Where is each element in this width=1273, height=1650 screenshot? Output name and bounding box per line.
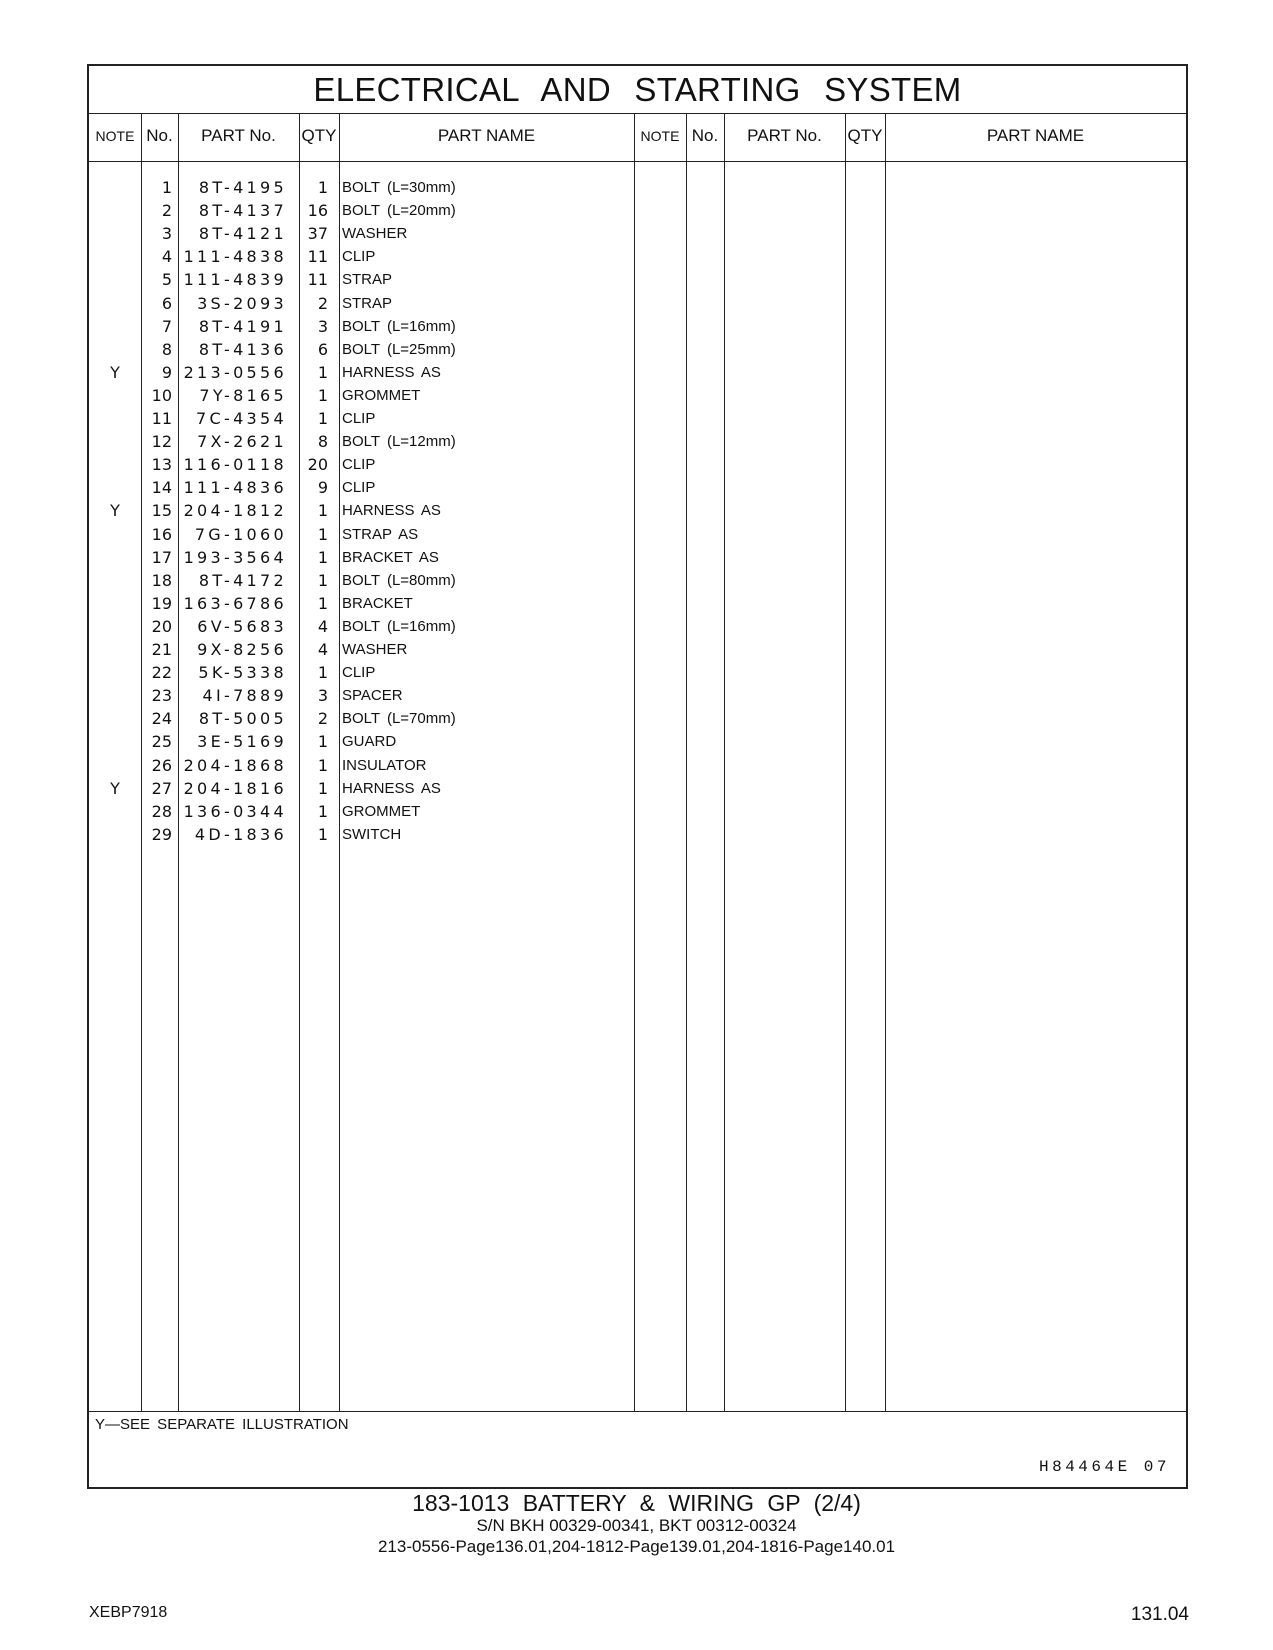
header-note-right: NOTE (640, 128, 680, 144)
row-note (89, 199, 141, 222)
row-part-name: BOLT (L=12mm) (342, 433, 456, 451)
row-item-number: 24 (151, 709, 172, 729)
row-item-number: 5 (161, 270, 172, 290)
row-item-number: 3 (161, 224, 172, 244)
row-item-number: 17 (151, 547, 172, 567)
row-quantity: 1 (317, 385, 328, 405)
header-part-no-right: PART No. (747, 126, 822, 145)
row-note (89, 222, 141, 245)
row-note: Y (110, 778, 120, 798)
row-part-name: SPACER (342, 687, 403, 705)
table-row (89, 245, 1186, 268)
row-note (89, 245, 141, 268)
row-item-number: 26 (151, 755, 172, 775)
row-quantity: 2 (317, 709, 328, 729)
footnote: Y―SEE SEPARATE ILLUSTRATION (95, 1416, 349, 1433)
row-quantity: 11 (307, 247, 328, 267)
row-item-number: 25 (151, 732, 172, 752)
row-quantity: 6 (317, 339, 328, 359)
row-part-name: CLIP (342, 664, 376, 682)
row-part-name: BRACKET AS (342, 548, 439, 566)
row-part-name: HARNESS AS (342, 363, 441, 381)
header-part-name-left: PART NAME (437, 126, 536, 145)
row-part-number: 116-0118 (183, 455, 287, 475)
illustration-reference-code: H84464E 07 (1038, 1458, 1170, 1476)
row-note (89, 592, 141, 615)
table-row (89, 176, 1186, 199)
row-quantity: 1 (317, 547, 328, 567)
row-part-number: 193-3564 (183, 547, 287, 567)
header-qty-right: QTY (847, 126, 883, 145)
document-id: XEBP7918 (89, 1604, 168, 1621)
row-part-name: BOLT (L=80mm) (342, 571, 456, 589)
row-note (89, 384, 141, 407)
row-part-number: 5K-5338 (198, 663, 287, 683)
row-item-number: 15 (151, 501, 172, 521)
row-note (89, 615, 141, 638)
row-note (89, 569, 141, 592)
row-quantity: 1 (317, 570, 328, 590)
row-quantity: 1 (317, 178, 328, 197)
row-part-name: GUARD (342, 733, 397, 751)
table-row (89, 546, 1186, 569)
row-item-number: 28 (151, 801, 172, 821)
row-part-number: 7X-2621 (197, 432, 287, 452)
row-note (89, 430, 141, 453)
row-item-number: 2 (161, 201, 172, 221)
table-header (89, 114, 1186, 162)
row-part-name: BRACKET (342, 594, 413, 612)
row-note (89, 315, 141, 338)
row-note (89, 730, 141, 753)
row-part-name: GROMMET (342, 386, 421, 404)
table-row (89, 338, 1186, 361)
row-part-name: HARNESS AS (342, 779, 441, 797)
row-note: Y (110, 362, 120, 382)
table-row (89, 499, 1186, 522)
row-note (89, 453, 141, 476)
row-part-number: 111-4836 (183, 478, 287, 498)
table-row (89, 523, 1186, 546)
row-quantity: 8 (317, 432, 328, 452)
row-note (89, 823, 141, 846)
row-item-number: 29 (151, 824, 172, 844)
parts-table-frame (87, 64, 1188, 1489)
row-part-number: 8T-4191 (198, 316, 287, 336)
row-part-number: 7G-1060 (194, 524, 287, 544)
table-row (89, 361, 1186, 384)
row-item-number: 20 (151, 616, 172, 636)
row-part-name: BOLT (L=20mm) (342, 202, 456, 220)
row-item-number: 27 (151, 778, 172, 798)
row-part-number: 9X-8256 (197, 640, 287, 659)
row-item-number: 16 (151, 524, 172, 544)
group-caption: 183-1013 BATTERY & WIRING GP (2/4) (412, 1490, 861, 1516)
row-quantity: 1 (317, 801, 328, 821)
row-part-name: CLIP (342, 479, 376, 497)
row-item-number: 6 (161, 293, 172, 313)
row-note (89, 523, 141, 546)
row-quantity: 1 (317, 524, 328, 544)
row-part-number: 8T-4172 (198, 570, 287, 590)
row-quantity: 1 (317, 593, 328, 613)
row-quantity: 3 (317, 316, 328, 336)
row-quantity: 9 (317, 478, 328, 498)
row-item-number: 14 (151, 478, 172, 498)
row-quantity: 1 (317, 755, 328, 775)
row-item-number: 13 (151, 455, 172, 475)
parts-list (89, 162, 1186, 1413)
row-part-name: BOLT (L=16mm) (342, 317, 456, 335)
row-part-number: 7C-4354 (196, 409, 287, 428)
row-item-number: 23 (151, 686, 172, 706)
row-item-number: 7 (161, 316, 172, 336)
row-part-number: 7Y-8165 (199, 385, 287, 405)
row-note (89, 476, 141, 499)
row-quantity: 1 (317, 824, 328, 844)
row-note (89, 176, 141, 199)
table-row (89, 730, 1186, 753)
row-part-number: 163-6786 (183, 593, 287, 613)
row-part-number: 204-1812 (183, 501, 287, 521)
row-part-number: 136-0344 (183, 801, 287, 821)
row-quantity: 4 (317, 616, 328, 636)
row-part-name: HARNESS AS (342, 502, 441, 520)
table-row (89, 199, 1186, 222)
row-item-number: 21 (151, 640, 172, 659)
row-note (89, 546, 141, 569)
row-part-number: 8T-5005 (198, 709, 287, 729)
row-part-name: BOLT (L=70mm) (342, 710, 456, 728)
page-title: ELECTRICAL AND STARTING SYSTEM (89, 66, 1186, 114)
row-note (89, 292, 141, 315)
row-item-number: 19 (151, 593, 172, 613)
row-note: Y (110, 501, 120, 521)
row-part-name: STRAP AS (342, 525, 419, 543)
row-part-name: CLIP (342, 456, 376, 474)
table-row (89, 292, 1186, 315)
header-part-no-left: PART No. (201, 126, 276, 145)
row-part-name: CLIP (342, 410, 376, 427)
row-quantity: 1 (317, 409, 328, 428)
table-row (89, 407, 1186, 430)
header-qty-left: QTY (301, 126, 337, 145)
row-note (89, 638, 141, 661)
table-row (89, 430, 1186, 453)
page-references: 213-0556-Page136.01,204-1812-Page139.01,204-1816-Page140.01 (377, 1537, 896, 1556)
table-row (89, 638, 1186, 661)
row-item-number: 9 (161, 362, 172, 382)
row-quantity: 20 (307, 455, 328, 475)
table-row (89, 684, 1186, 707)
table-row (89, 453, 1186, 476)
row-item-number: 22 (151, 663, 172, 683)
row-note (89, 684, 141, 707)
row-item-number: 10 (151, 385, 172, 405)
page-number: 131.04 (1130, 1604, 1189, 1625)
table-row (89, 823, 1186, 846)
table-row (89, 661, 1186, 684)
row-item-number: 11 (151, 409, 172, 428)
table-row (89, 569, 1186, 592)
row-quantity: 1 (317, 663, 328, 683)
table-row (89, 268, 1186, 291)
header-no-right: No. (691, 126, 719, 145)
row-part-number: 8T-4136 (198, 339, 287, 359)
row-quantity: 3 (317, 686, 328, 706)
table-row (89, 222, 1186, 245)
header-note-left: NOTE (95, 128, 135, 144)
table-row (89, 754, 1186, 777)
row-quantity: 11 (307, 270, 328, 290)
row-part-number: 4D-1836 (194, 824, 287, 844)
row-part-name: INSULATOR (342, 756, 427, 774)
table-row (89, 315, 1186, 338)
row-note (89, 407, 141, 430)
row-quantity: 4 (317, 640, 328, 659)
row-part-name: CLIP (342, 248, 376, 266)
row-part-name: WASHER (342, 641, 408, 658)
row-part-name: BOLT (L=25mm) (342, 340, 456, 358)
row-quantity: 1 (317, 778, 328, 798)
row-part-number: 8T-4195 (198, 178, 287, 197)
row-item-number: 8 (161, 339, 172, 359)
row-part-number: 204-1816 (183, 778, 287, 798)
row-item-number: 4 (161, 247, 172, 267)
row-part-number: 204-1868 (183, 755, 287, 775)
row-note (89, 707, 141, 730)
row-part-number: 3S-2093 (197, 293, 287, 313)
serial-range: S/N BKH 00329-00341, BKT 00312-00324 (476, 1516, 797, 1535)
row-part-number: 213-0556 (183, 362, 287, 382)
row-part-number: 111-4838 (183, 247, 287, 267)
row-quantity: 1 (317, 501, 328, 521)
row-part-name: STRAP (342, 271, 393, 289)
row-note (89, 661, 141, 684)
row-part-number: 4I-7889 (202, 686, 287, 706)
row-part-name: SWITCH (342, 825, 402, 843)
row-part-number: 111-4839 (183, 270, 287, 290)
row-part-name: BOLT (L=30mm) (342, 179, 456, 196)
row-part-name: WASHER (342, 225, 408, 243)
row-quantity: 1 (317, 362, 328, 382)
row-note (89, 268, 141, 291)
row-part-number: 6V-5683 (197, 616, 287, 636)
row-note (89, 800, 141, 823)
table-row (89, 777, 1186, 800)
row-item-number: 12 (151, 432, 172, 452)
row-part-number: 3E-5169 (197, 732, 287, 752)
table-row (89, 707, 1186, 730)
footer-divider (89, 1411, 1186, 1412)
header-part-name-right: PART NAME (986, 126, 1085, 145)
table-row (89, 476, 1186, 499)
row-note (89, 338, 141, 361)
row-part-number: 8T-4137 (198, 201, 287, 221)
row-note (89, 754, 141, 777)
row-part-name: STRAP (342, 294, 393, 312)
header-no-left: No. (146, 126, 173, 145)
row-item-number: 18 (151, 570, 172, 590)
row-quantity: 2 (317, 293, 328, 313)
table-row (89, 800, 1186, 823)
row-quantity: 16 (307, 201, 328, 221)
row-part-name: BOLT (L=16mm) (342, 617, 456, 635)
row-quantity: 1 (317, 732, 328, 752)
row-quantity: 37 (307, 224, 328, 244)
table-row (89, 615, 1186, 638)
row-item-number: 1 (161, 178, 172, 197)
table-row (89, 384, 1186, 407)
table-row (89, 592, 1186, 615)
row-part-number: 8T-4121 (198, 224, 287, 244)
row-part-name: GROMMET (342, 802, 421, 820)
